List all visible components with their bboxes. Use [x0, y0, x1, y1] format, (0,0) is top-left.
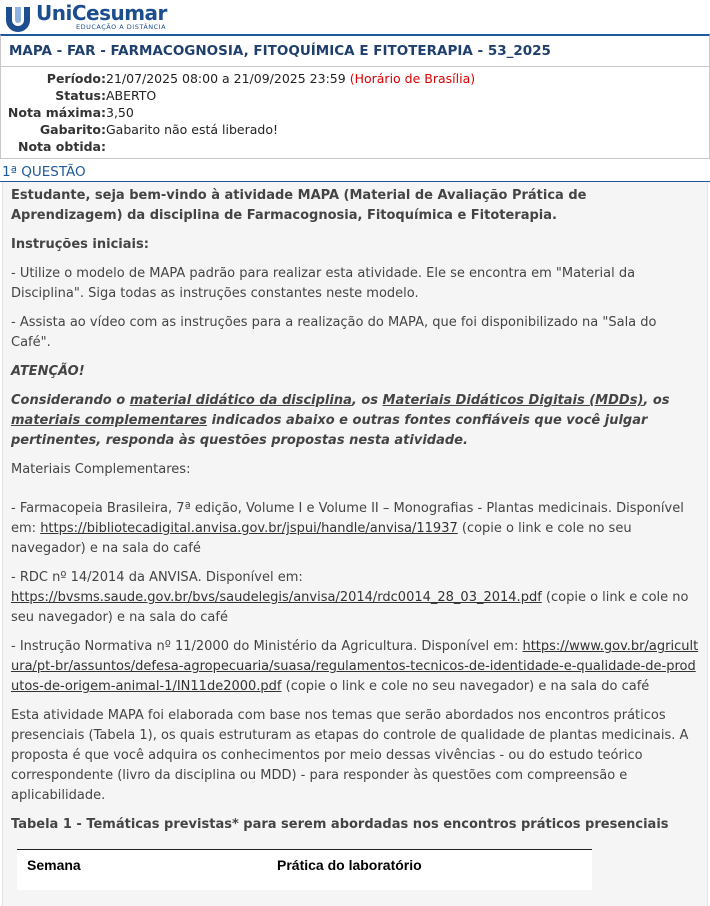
nota-maxima-value: 3,50	[106, 105, 134, 120]
activity-info	[0, 67, 710, 159]
status-value: ABERTO	[106, 88, 157, 103]
table-header-pratica: Prática do laboratório	[277, 857, 422, 873]
description-paragraph: Esta atividade MAPA foi elaborada com base nos temas que serão abordados nos encontros práticos presenciais (Tabela 1), os quais estruturam as etapas do controle de qualidade de plantas medicinais. A proposta é que você adquira os conhecimentos por meio dessas vivências - ou do estudo teórico correspondente (livro da disciplina ou MDD) - para responder às questões com compreensão e aplicabilidade.	[11, 708, 689, 803]
instruction-2: - Assista ao vídeo com as instruções para a realização do MAPA, que foi disponibilizado na "Sala do Café".	[11, 315, 657, 350]
materials-title: Materiais Complementares:	[11, 462, 191, 477]
info-row-gabarito	[1, 121, 709, 138]
instructions-title: Instruções iniciais:	[11, 237, 149, 252]
status-label: Status:	[55, 88, 106, 103]
gabarito-label: Gabarito:	[39, 122, 106, 137]
question-title: 1ª QUESTÃO	[0, 159, 710, 182]
table-caption: Tabela 1 - Temáticas previstas* para serem abordadas nos encontros práticos presenciais	[11, 817, 669, 832]
considering-text-1: Considerando o	[11, 393, 130, 408]
info-row-status	[1, 87, 709, 104]
considering-text-4: indicados abaixo e outras fontes confiáveis que você julgar pertinentes, responda às questões propostas nesta atividade.	[11, 413, 648, 448]
nota-obtida-label: Nota obtida:	[18, 139, 106, 154]
link-materiais-complementares[interactable]: materiais complementares	[11, 413, 208, 428]
attention-heading: ATENÇÃO!	[11, 364, 85, 379]
material-3	[11, 637, 699, 697]
considering-text-2: , os	[351, 393, 383, 408]
info-row-periodo	[1, 70, 709, 87]
material-3-link[interactable]: https://www.gov.br/agricultura/pt-br/assuntos/defesa-agropecuaria/suasa/regulamentos-tecnicos-de-identidade-e-qualidade-de-produtos-de-origem-animal-1/IN11de2000.pdf	[11, 639, 699, 694]
considering-text-3: , os	[643, 393, 670, 408]
unicesumar-logo-icon	[2, 3, 34, 33]
periodo-timezone: (Horário de Brasília)	[349, 71, 476, 86]
link-material-didatico[interactable]: material didático da disciplina	[129, 393, 352, 408]
info-row-nota-maxima	[1, 104, 709, 121]
question-content[interactable]	[2, 182, 708, 906]
material-2-link[interactable]: https://bvsms.saude.gov.br/bvs/saudelegis/anvisa/2014/rdc0014_28_03_2014.pdf	[11, 590, 542, 605]
table-header-semana: Semana	[27, 857, 81, 873]
periodo-label: Período:	[46, 71, 106, 86]
material-1-tail: (copie o link e cole no seu navegador) e na sala do café	[11, 521, 632, 556]
link-mdds[interactable]: Materiais Didáticos Digitais (MDDs)	[382, 393, 644, 408]
material-3-tail: (copie o link e cole no seu navegador) e na sala do café	[281, 679, 650, 694]
periodo-value: 21/07/2025 08:00 a 21/09/2025 23:59	[106, 71, 346, 86]
table-header-row	[17, 850, 592, 873]
material-1	[11, 499, 699, 559]
site-header	[0, 0, 710, 34]
activity-title: MAPA - FAR - FARMACOGNOSIA, FITOQUÍMICA E FITOTERAPIA - 53_2025	[9, 43, 551, 59]
material-3-text: - Instrução Normativa nº 11/2000 do Ministério da Agricultura. Disponível em:	[11, 639, 523, 654]
unicesumar-logo[interactable]	[2, 3, 167, 33]
material-2	[11, 568, 699, 628]
nota-maxima-label: Nota máxima:	[7, 105, 106, 120]
intro-text: Estudante, seja bem-vindo à atividade MAPA (Material de Avaliação Prática de Aprendizagem) da disciplina de Farmacognosia, Fitoquímica e Fitoterapia.	[11, 188, 587, 223]
material-2-text: - RDC nº 14/2014 da ANVISA. Disponível em:	[11, 570, 303, 585]
considering-paragraph	[11, 391, 699, 451]
logo-tagline: EDUCAÇÃO A DISTÂNCIA	[76, 23, 167, 31]
material-1-text: - Farmacopeia Brasileira, 7ª edição, Volume I e Volume II – Monografias - Plantas medicinais. Disponível em:	[11, 501, 684, 536]
material-1-link[interactable]: https://bibliotecadigital.anvisa.gov.br/jspui/handle/anvisa/11937	[40, 521, 458, 536]
info-row-nota-obtida	[1, 138, 709, 155]
practice-table	[17, 849, 592, 890]
logo-name: UniCesumar	[36, 1, 167, 25]
instruction-1: - Utilize o modelo de MAPA padrão para realizar esta atividade. Ele se encontra em "Material da Disciplina". Siga todas as instruções constantes neste modelo.	[11, 266, 636, 301]
material-2-tail: (copie o link e cole no seu navegador) e na sala do café	[11, 590, 689, 625]
activity-title-bar	[0, 34, 710, 67]
gabarito-value: Gabarito não está liberado!	[106, 122, 278, 137]
